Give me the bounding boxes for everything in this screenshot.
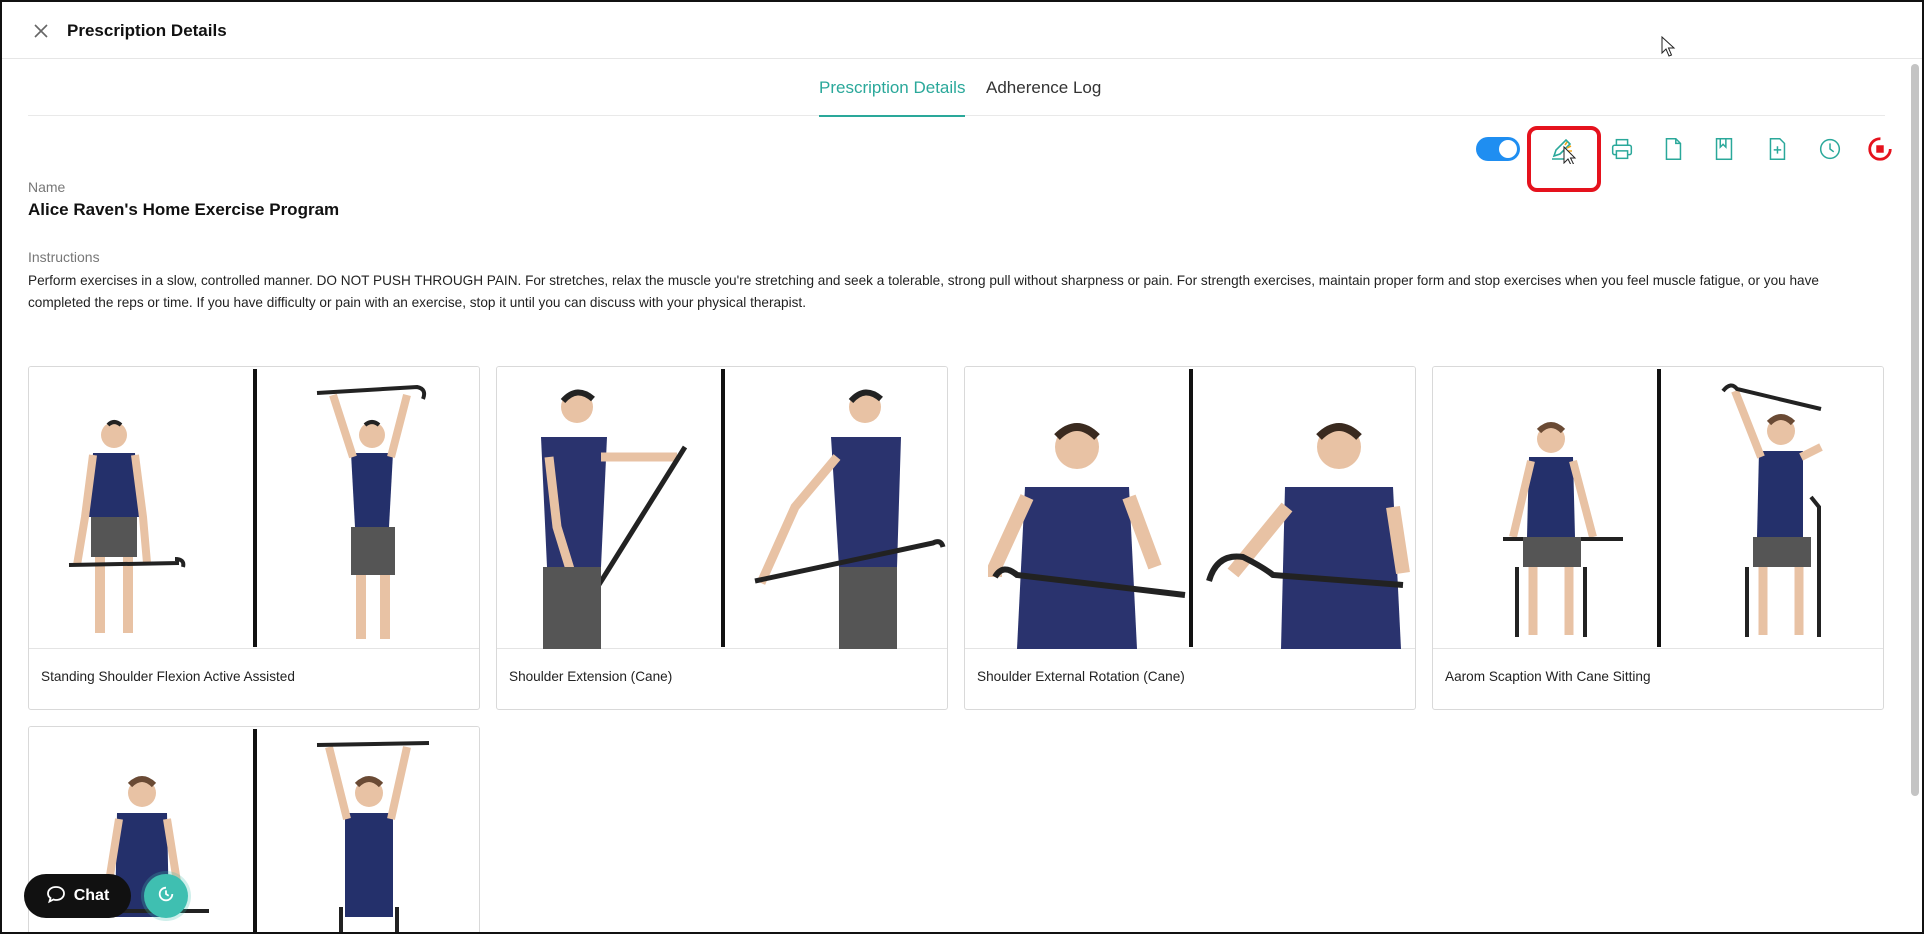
- tab-bar: [28, 60, 1885, 116]
- timer-button[interactable]: [144, 874, 188, 918]
- exercise-card-standing-shoulder-flexion[interactable]: [28, 366, 480, 710]
- exercise-image: [1433, 367, 1883, 649]
- exercise-label: Aarom Scaption With Cane Sitting: [1445, 669, 1651, 684]
- chat-label: Chat: [73, 887, 110, 904]
- program-name: Alice Raven's Home Exercise Program: [28, 200, 340, 219]
- edit-icon[interactable]: [1547, 134, 1577, 164]
- action-toolbar: [1472, 128, 1882, 168]
- document-icon[interactable]: [1658, 134, 1688, 164]
- page-title: Prescription Details: [67, 21, 227, 40]
- toggle-knob: [1499, 140, 1517, 158]
- mouse-cursor-icon: [1661, 36, 1677, 58]
- print-icon[interactable]: [1607, 134, 1637, 164]
- close-icon[interactable]: [30, 20, 52, 42]
- chat-button[interactable]: [24, 874, 131, 918]
- add-document-icon[interactable]: [1762, 134, 1792, 164]
- timer-icon: [157, 885, 175, 908]
- tab-prescription-details[interactable]: Prescription Details: [819, 78, 965, 117]
- vertical-scrollbar[interactable]: [1909, 60, 1921, 930]
- exercise-image: [29, 367, 479, 649]
- exercise-card-shoulder-extension[interactable]: [496, 366, 948, 710]
- instructions-label: Instructions: [28, 249, 100, 265]
- exercise-label: Shoulder External Rotation (Cane): [977, 669, 1185, 684]
- chat-bubble-icon: [46, 884, 66, 909]
- bookmark-icon[interactable]: [1709, 134, 1739, 164]
- name-label: Name: [28, 179, 66, 195]
- exercise-card-shoulder-external-rotation[interactable]: [964, 366, 1416, 710]
- history-icon[interactable]: [1815, 134, 1845, 164]
- exercise-image: [965, 367, 1415, 649]
- record-icon[interactable]: [1865, 134, 1895, 164]
- visibility-toggle[interactable]: [1476, 137, 1520, 161]
- exercise-label: Standing Shoulder Flexion Active Assisted: [41, 669, 295, 684]
- modal-header: [2, 2, 1922, 59]
- exercise-label: Shoulder Extension (Cane): [509, 669, 673, 684]
- tab-adherence-log[interactable]: Adherence Log: [986, 78, 1102, 97]
- program-instructions: Perform exercises in a slow, controlled manner. DO NOT PUSH THROUGH PAIN. For stretches, relax the muscle you're stretching and seek a tolerable, strong pull without sharpness or pain. For strength exercises, maintain proper form and stop exercises when you feel muscle fatigue, or you have completed the reps or time. If you have difficulty or pain with an exercise, stop it until you can discuss with your physical therapist.: [28, 273, 1819, 310]
- exercise-image: [497, 367, 947, 649]
- exercise-card-aarom-scaption[interactable]: [1432, 366, 1884, 710]
- scrollbar-thumb[interactable]: [1911, 64, 1919, 796]
